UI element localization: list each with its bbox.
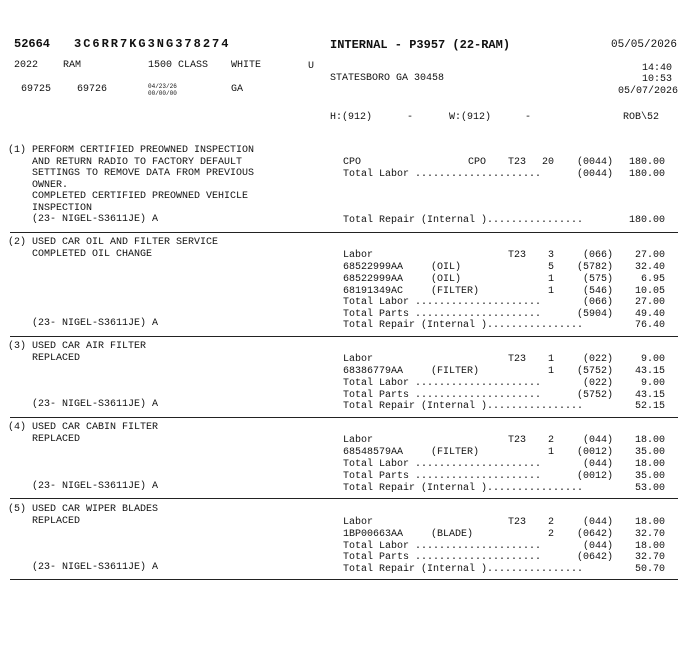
divider [10, 417, 678, 418]
part-number: 68548579AA [343, 447, 404, 458]
part-description: (OIL) [431, 274, 462, 285]
total-repair-amount: 180.00 [628, 215, 665, 226]
total-repair-label: Total Repair (Internal )................ [343, 401, 584, 412]
labor-code: (044) [582, 517, 613, 528]
labor-label: Labor [343, 435, 374, 446]
part-code: (0642) [576, 529, 613, 540]
part-description: (FILTER) [431, 366, 480, 377]
part-quantity: 1 [547, 286, 554, 297]
total-labor-code: (044) [582, 541, 613, 552]
service-advisor: ROB\52 [623, 112, 660, 123]
job-description: COMPLETED CERTIFIED PREOWNED VEHICLE [32, 191, 249, 202]
total-repair-label: Total Repair (Internal )................ [343, 483, 584, 494]
city-state-zip: STATESBORO GA 30458 [330, 73, 445, 84]
labor-label: Labor [343, 354, 374, 365]
total-labor-label: Total Labor ..................... [343, 297, 542, 308]
part-code: (5752) [576, 366, 613, 377]
total-labor-code: (066) [582, 297, 613, 308]
part-number: 68522999AA [343, 262, 404, 273]
vin: 3C6RR7KG3NG378274 [74, 37, 231, 51]
total-repair-label: Total Repair (Internal )................ [343, 215, 584, 226]
vehicle-flag: U [308, 61, 315, 72]
part-description: (FILTER) [431, 447, 480, 458]
mileage-out: 69726 [77, 84, 108, 95]
date-small-2: 00/00/00 [148, 90, 177, 97]
total-repair-label: Total Repair (Internal )................ [343, 320, 584, 331]
total-repair-amount: 53.00 [634, 483, 665, 494]
total-repair-amount: 76.40 [634, 320, 665, 331]
labor-hours: 3 [547, 250, 554, 261]
total-labor-amount: 9.00 [640, 378, 665, 389]
total-parts-code: (5904) [576, 309, 613, 320]
total-parts-amount: 35.00 [634, 471, 665, 482]
labor-amount: 27.00 [634, 250, 665, 261]
part-code: (5782) [576, 262, 613, 273]
total-parts-label: Total Parts ..................... [343, 471, 542, 482]
technician-line: (23- NIGEL-S3611JE) A [32, 399, 159, 410]
total-labor-label: Total Labor ..................... [343, 378, 542, 389]
job-description: USED CAR AIR FILTER [32, 341, 147, 352]
part-amount: 6.95 [640, 274, 665, 285]
technician-line: (23- NIGEL-S3611JE) A [32, 214, 159, 225]
job-description: USED CAR OIL AND FILTER SERVICE [32, 237, 219, 248]
part-number: 68191349AC [343, 286, 404, 297]
time-out: 10:53 [641, 74, 672, 85]
part-amount: 32.40 [634, 262, 665, 273]
work-phone: W:(912) [449, 112, 492, 123]
total-labor-amount: 18.00 [634, 459, 665, 470]
labor-label: Labor [343, 250, 374, 261]
time-in: 14:40 [641, 63, 672, 74]
job-description: USED CAR CABIN FILTER [32, 422, 159, 433]
total-parts-label: Total Parts ..................... [343, 390, 542, 401]
part-number: 68386779AA [343, 366, 404, 377]
job-description: PERFORM CERTIFIED PREOWNED INSPECTION [32, 145, 255, 156]
job-description: OWNER. [32, 180, 69, 191]
labor-hours: 20 [541, 157, 554, 168]
mileage-in: 69725 [21, 84, 52, 95]
state: GA [231, 84, 244, 95]
ro-number: 52664 [14, 37, 51, 51]
part-description: (BLADE) [431, 529, 474, 540]
home-phone-dash: - [407, 112, 414, 123]
tech-code: T23 [508, 157, 527, 168]
part-description: (FILTER) [431, 286, 480, 297]
labor-hours: 2 [547, 435, 554, 446]
total-labor-code: (044) [582, 459, 613, 470]
divider [10, 336, 678, 337]
total-labor-amount: 27.00 [634, 297, 665, 308]
labor-label: Labor [343, 517, 374, 528]
part-amount: 43.15 [634, 366, 665, 377]
total-repair-label: Total Repair (Internal )................ [343, 564, 584, 575]
total-labor-code: (0044) [576, 169, 613, 180]
labor-amount: 18.00 [634, 517, 665, 528]
part-amount: 35.00 [634, 447, 665, 458]
total-labor-label: Total Labor ..................... [343, 169, 542, 180]
part-quantity: 1 [547, 274, 554, 285]
job-number: (3) [8, 341, 27, 352]
divider [10, 232, 678, 233]
op-name: CPO [343, 157, 362, 168]
divider [10, 579, 678, 580]
part-code: (0012) [576, 447, 613, 458]
total-labor-code: (022) [582, 378, 613, 389]
date-small-1: 04/23/26 [148, 83, 177, 90]
technician-line: (23- NIGEL-S3611JE) A [32, 562, 159, 573]
part-description: (OIL) [431, 262, 462, 273]
part-number: 68522999AA [343, 274, 404, 285]
tech-code: T23 [508, 354, 527, 365]
job-number: (2) [8, 237, 27, 248]
labor-code: (044) [582, 435, 613, 446]
job-description: INSPECTION [32, 203, 93, 214]
part-code: (546) [582, 286, 613, 297]
tech-code: T23 [508, 517, 527, 528]
date-out: 05/07/2026 [617, 86, 678, 97]
labor-code: (0044) [576, 157, 613, 168]
total-parts-code: (0012) [576, 471, 613, 482]
total-labor-label: Total Labor ..................... [343, 459, 542, 470]
part-code: (575) [582, 274, 613, 285]
total-parts-amount: 49.40 [634, 309, 665, 320]
total-parts-label: Total Parts ..................... [343, 552, 542, 563]
vehicle-make: RAM [63, 60, 82, 71]
job-description: USED CAR WIPER BLADES [32, 504, 159, 515]
labor-amount: 180.00 [628, 157, 665, 168]
tech-code: T23 [508, 250, 527, 261]
job-description: AND RETURN RADIO TO FACTORY DEFAULT [32, 157, 243, 168]
op-code: CPO [468, 157, 487, 168]
part-quantity: 1 [547, 447, 554, 458]
vehicle-color: WHITE [231, 60, 262, 71]
total-parts-code: (0642) [576, 552, 613, 563]
total-labor-amount: 18.00 [634, 541, 665, 552]
divider [10, 498, 678, 499]
work-phone-dash: - [525, 112, 532, 123]
total-repair-amount: 52.15 [634, 401, 665, 412]
job-description: COMPLETED OIL CHANGE [32, 249, 153, 260]
vehicle-model: 1500 CLASS [148, 60, 209, 71]
vehicle-year: 2022 [14, 60, 39, 71]
part-quantity: 5 [547, 262, 554, 273]
total-parts-amount: 43.15 [634, 390, 665, 401]
job-description: SETTINGS TO REMOVE DATA FROM PREVIOUS [32, 168, 255, 179]
part-amount: 32.70 [634, 529, 665, 540]
job-description: REPLACED [32, 353, 81, 364]
total-parts-code: (5752) [576, 390, 613, 401]
date-top: 05/05/2026 [611, 39, 678, 51]
document-title: INTERNAL - P3957 (22-RAM) [330, 38, 511, 52]
labor-hours: 2 [547, 517, 554, 528]
job-description: REPLACED [32, 434, 81, 445]
labor-code: (066) [582, 250, 613, 261]
labor-code: (022) [582, 354, 613, 365]
part-amount: 10.05 [634, 286, 665, 297]
job-number: (4) [8, 422, 27, 433]
job-number: (5) [8, 504, 27, 515]
job-description: REPLACED [32, 516, 81, 527]
labor-hours: 1 [547, 354, 554, 365]
home-phone: H:(912) [330, 112, 373, 123]
part-quantity: 1 [547, 366, 554, 377]
part-number: 1BP00663AA [343, 529, 404, 540]
technician-line: (23- NIGEL-S3611JE) A [32, 481, 159, 492]
job-number: (1) [8, 145, 27, 156]
labor-amount: 9.00 [640, 354, 665, 365]
part-quantity: 2 [547, 529, 554, 540]
total-parts-amount: 32.70 [634, 552, 665, 563]
total-labor-label: Total Labor ..................... [343, 541, 542, 552]
total-repair-amount: 50.70 [634, 564, 665, 575]
total-parts-label: Total Parts ..................... [343, 309, 542, 320]
total-labor-amount: 180.00 [628, 169, 665, 180]
labor-amount: 18.00 [634, 435, 665, 446]
tech-code: T23 [508, 435, 527, 446]
technician-line: (23- NIGEL-S3611JE) A [32, 318, 159, 329]
